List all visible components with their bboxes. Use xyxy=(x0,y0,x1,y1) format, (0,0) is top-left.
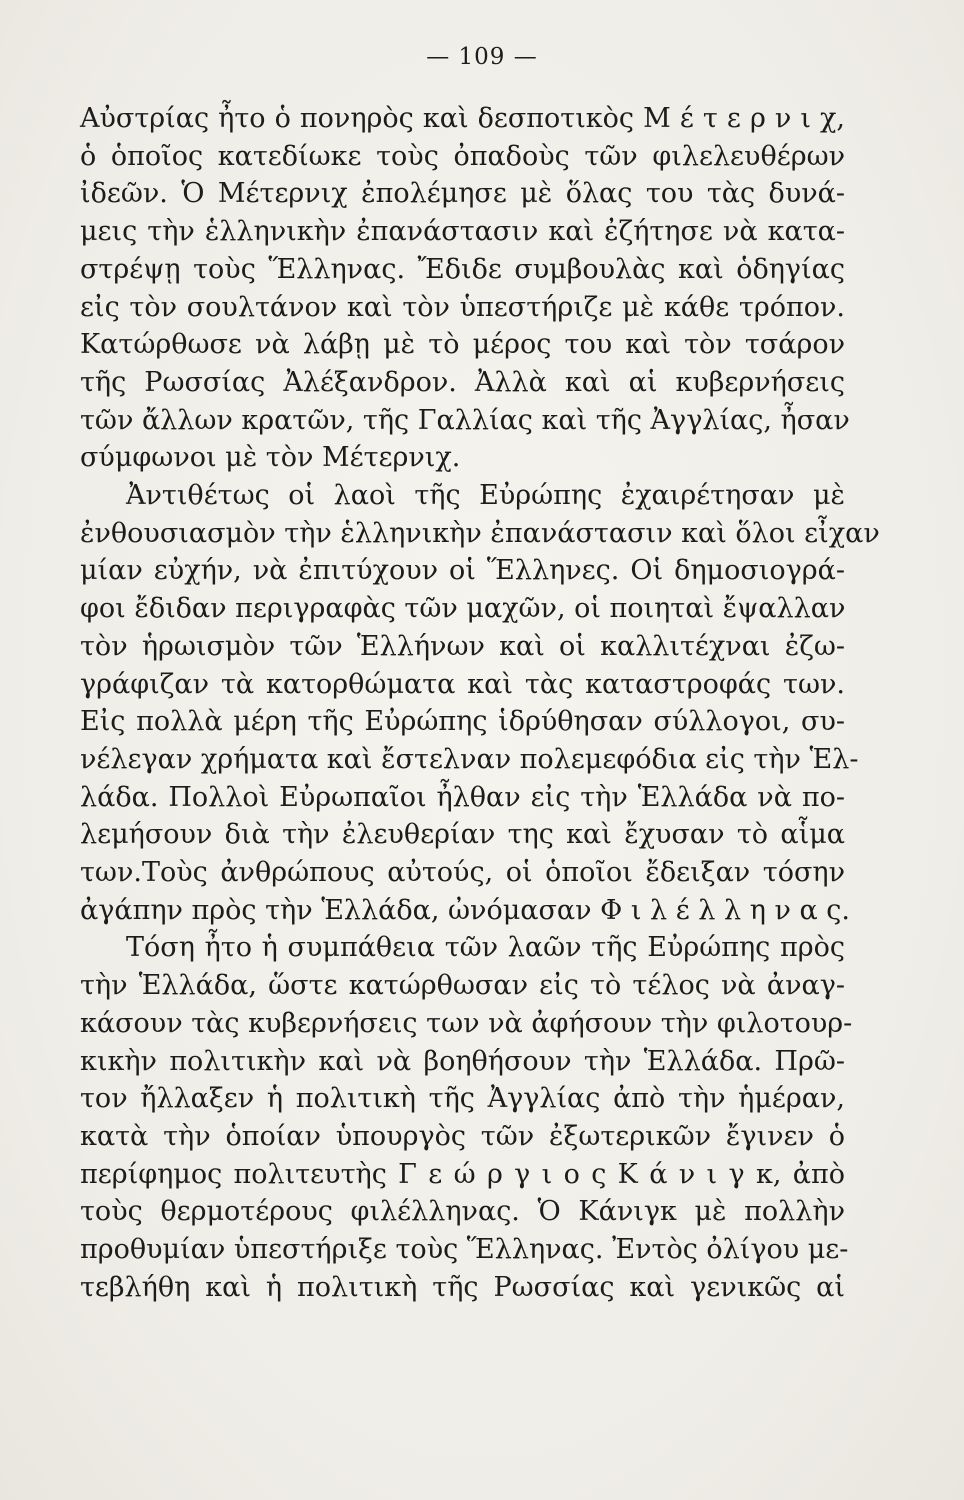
text-line: γράφιζαν τὰ κατορθώματα καὶ τὰς καταστροφάς των. xyxy=(80,668,845,700)
text-line: των.Τοὺς ἀνθρώπους αὐτούς, οἱ ὁποῖοι ἔδειξαν τόσην xyxy=(80,857,845,889)
text-line: Ἀντιθέτως οἱ λαοὶ τῆς Εὐρώπης ἐχαιρέτησαν μὲ xyxy=(126,480,845,512)
text-line: τοὺς θερμοτέρους φιλέλληνας. Ὁ Κάνιγκ μὲ πολλὴν xyxy=(80,1196,845,1228)
text-line: λεμήσουν διὰ τὴν ἐλευθερίαν της καὶ ἔχυσαν τὸ αἷμα xyxy=(80,819,845,851)
body-text xyxy=(80,100,880,1307)
text-line: τὸν ἡρωισμὸν τῶν Ἑλλήνων καὶ οἱ καλλιτέχναι ἐζω- xyxy=(80,630,845,662)
text-line: φοι ἔδιδαν περιγραφὰς τῶν μαχῶν, οἱ ποιηταὶ ἔψαλλαν xyxy=(80,593,846,625)
text-line: εἰς τὸν σουλτάνον καὶ τὸν ὑπεστήριζε μὲ κάθε τρόπον. xyxy=(80,291,845,323)
text-line: λάδα. Πολλοὶ Εὐρωπαῖοι ἦλθαν εἰς τὴν Ἑλλάδα νὰ πο- xyxy=(80,781,845,813)
text-line: Τόση ἦτο ἡ συμπάθεια τῶν λαῶν τῆς Εὐρώπης πρὸς xyxy=(126,932,845,964)
text-line: τεβλήθη καὶ ἡ πολιτικὴ τῆς Ρωσσίας καὶ γενικῶς αἱ xyxy=(80,1271,845,1303)
text-line: τον ἤλλαξεν ἡ πολιτικὴ τῆς Ἀγγλίας ἀπὸ τὴν ἡμέραν, xyxy=(80,1083,845,1115)
text-line: Εἰς πολλὰ μέρη τῆς Εὐρώπης ἱδρύθησαν σύλλογοι, συ- xyxy=(80,706,845,738)
text-line: στρέψῃ τοὺς Ἕλληνας. Ἔδιδε συμβουλὰς καὶ ὁδηγίας xyxy=(80,253,845,285)
text-line: τῶν ἄλλων κρατῶν, τῆς Γαλλίας καὶ τῆς Ἀγγλίας, ἦσαν xyxy=(80,404,850,436)
page-number: — 109 — xyxy=(426,44,538,70)
text-line: μεις τὴν ἑλληνικὴν ἐπανάστασιν καὶ ἐζήτησε νὰ κατα- xyxy=(80,216,845,248)
text-line: ἰδεῶν. Ὁ Μέτερνιχ ἐπολέμησε μὲ ὅλας του τὰς δυνά- xyxy=(80,178,845,210)
text-line: ἐνθουσιασμὸν τὴν ἑλληνικὴν ἐπανάστασιν καὶ ὅλοι εἶχαν xyxy=(80,517,880,549)
text-line: Αὐστρίας ἦτο ὁ πονηρὸς καὶ δεσποτικὸς Μ έ τ ε ρ ν ι χ, xyxy=(80,103,845,134)
text-line: τὴν Ἑλλάδα, ὥστε κατώρθωσαν εἰς τὸ τέλος νὰ ἀναγ- xyxy=(80,970,845,1002)
text-line: κατὰ τὴν ὁποίαν ὑπουργὸς τῶν ἐξωτερικῶν ἔγινεν ὁ xyxy=(80,1120,845,1152)
text-line: μίαν εὐχήν, νὰ ἐπιτύχουν οἱ Ἕλληνες. Οἱ δημοσιογρά- xyxy=(80,555,845,587)
text-line: ὁ ὁποῖος κατεδίωκε τοὺς ὀπαδοὺς τῶν φιλελευθέρων xyxy=(80,140,845,172)
text-line: Κατώρθωσε νὰ λάβῃ μὲ τὸ μέρος του καὶ τὸν τσάρον xyxy=(80,329,845,361)
text-line: νέλεγαν χρήματα καὶ ἔστελναν πολεμεφόδια εἰς τὴν Ἑλ- xyxy=(80,743,859,775)
text-line: τῆς Ρωσσίας Ἀλέξανδρον. Ἀλλὰ καὶ αἱ κυβερνήσεις xyxy=(80,366,845,398)
text-line: σύμφωνοι μὲ τὸν Μέτερνιχ. xyxy=(80,442,461,474)
text-line: κάσουν τὰς κυβερνήσεις των νὰ ἀφήσουν τὴν φιλοτουρ- xyxy=(80,1007,853,1039)
text-line: περίφημος πολιτευτὴς Γ ε ώ ρ γ ι ο ς Κ ά ν ι γ κ, ἀπὸ xyxy=(80,1158,845,1190)
text-line: ἀγάπην πρὸς τὴν Ἑλλάδα, ὠνόμασαν Φ ι λ έ λ λ η ν α ς. xyxy=(80,894,850,926)
text-line: προθυμίαν ὑπεστήριξε τοὺς Ἕλληνας. Ἐντὸς ὀλίγου με- xyxy=(80,1234,849,1266)
text-line: κικὴν πολιτικὴν καὶ νὰ βοηθήσουν τὴν Ἑλλάδα. Πρῶ- xyxy=(80,1045,845,1077)
